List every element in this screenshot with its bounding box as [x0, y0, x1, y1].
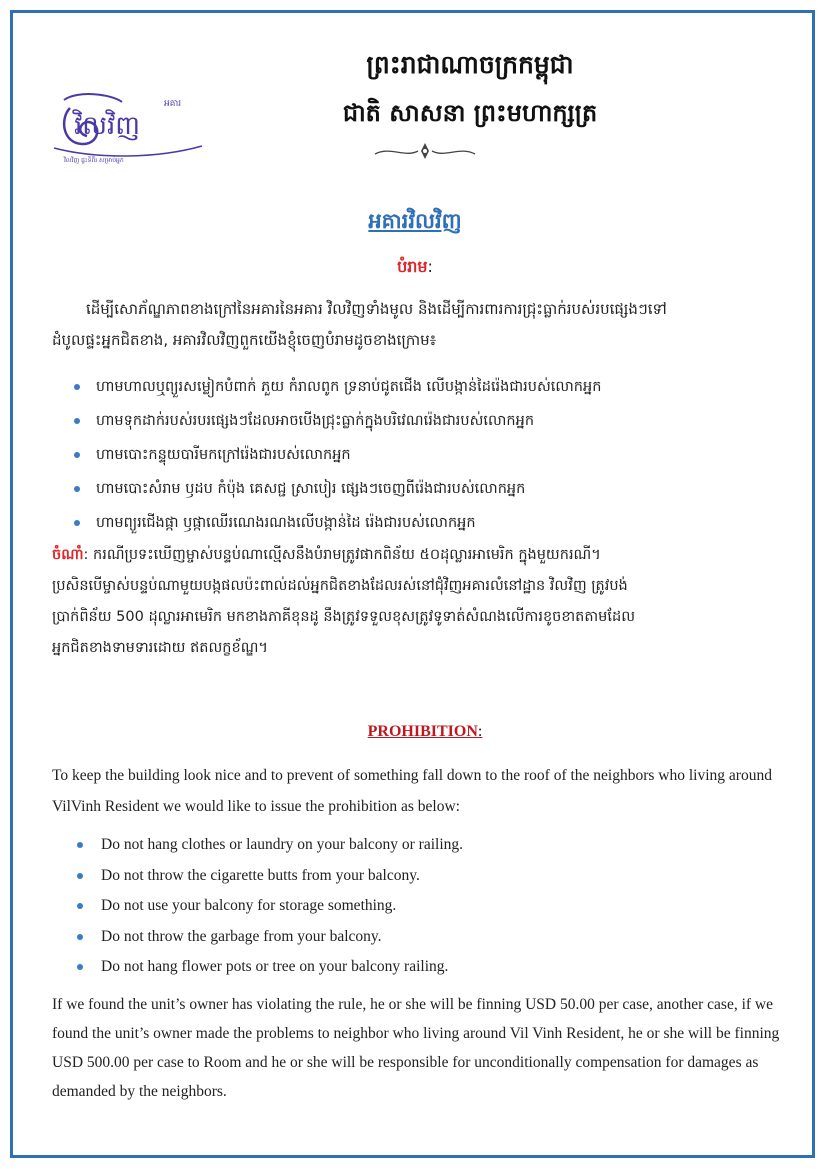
khmer-prohibition-heading	[250, 256, 580, 280]
english-rule-text: Do not hang flower pots or tree on your balcony railing.	[101, 958, 449, 975]
english-rule-text: Do not throw the cigarette butts from your balcony.	[101, 866, 420, 884]
list-item	[52, 922, 792, 953]
bullet-icon	[74, 520, 80, 526]
ornament-divider-icon	[370, 140, 480, 162]
vilvinh-logo	[52, 88, 207, 168]
bullet-icon	[74, 452, 80, 458]
khmer-note-line	[52, 540, 797, 571]
logo-text: វិលវិញ	[74, 111, 141, 141]
list-item	[52, 830, 792, 861]
kingdom-heading: ព្រះរាជាណាចក្រកម្ពុជា	[366, 50, 574, 79]
khmer-rule-text: ហាមបោះសំរាម ឫដប កំប៉ុង គេសជ្ជ ស្រាបៀរ ផ្សេងៗចេញពីរ៉េងជារបស់លោកអ្នក	[96, 481, 526, 497]
khmer-note-paragraph	[52, 540, 797, 664]
english-prohibition-colon: :	[477, 723, 483, 740]
bullet-icon	[74, 384, 80, 390]
khmer-note-line: ប្រសិនបើម្ចាស់បន្ទប់ណាមួយបង្កផលប៉ះពាល់ដល់អ្នកជិតខាងដែលរស់នៅជុំវិញអគារលំនៅដ្ឋាន វិលវិញ ត្រូវបង់	[52, 578, 628, 594]
logo-tagline: វិលវិញ ផ្ទះទីពីរ សម្រាប់អ្នក	[64, 157, 124, 164]
logo-graphic	[52, 88, 207, 168]
english-prohibition-heading	[340, 723, 510, 741]
english-rule-text: Do not hang clothes or laundry on your balcony or railing.	[101, 836, 464, 853]
khmer-rule-text: ហាមព្យួរជើងផ្កា ឫផ្កាឈើរណេងរណងលើបង្កាន់ដៃ រ៉េងជារបស់លោកអ្នក	[96, 515, 476, 531]
khmer-intro-line: ដំបូលផ្ទះអ្នកជិតខាង, អគារវិលវិញពួកយើងខ្ញុំចេញបំរាមដូចខាងក្រោម៖	[52, 331, 437, 349]
english-prohibition-label: PROHIBITION	[367, 723, 478, 740]
khmer-prohibition-label: បំរាម	[397, 257, 428, 276]
khmer-rules-list	[52, 372, 792, 542]
english-intro-paragraph: To keep the building look nice and to prevent of something fall down to the roof of the neighbors who living around VilVinh Resident we would like to issue the prohibition as below:	[52, 767, 772, 815]
khmer-rule-text: ហាមទុកដាក់របស់របរផ្សេងៗដែលអាចបើងជ្រុះធ្លាក់ក្នុងបរិវេណរ៉េងជារបស់លោកអ្នក	[96, 413, 535, 429]
khmer-rule-text: ហាមហាលឬព្យួរសម្លៀកបំពាក់ ភួយ កំរាលពូក ទ្រនាប់ជូតជើង លើបង្កាន់ដៃរ៉េងជារបស់លោកអ្នក	[96, 379, 602, 395]
logo-small-text: អគារ	[164, 99, 182, 109]
motto-heading: ជាតិ សាសនា ព្រះមហាក្សត្រ	[342, 99, 598, 127]
english-rule-text: Do not throw the garbage from your balcony.	[101, 927, 382, 945]
bullet-icon	[74, 486, 80, 492]
list-item	[52, 474, 792, 508]
english-rules-list	[52, 830, 792, 983]
list-item	[52, 406, 792, 440]
khmer-note-label: ចំណាំ	[52, 547, 84, 563]
khmer-rule-text: ហាមបោះកន្ទុយបារីមកក្រៅរ៉េងជារបស់លោកអ្នក	[96, 447, 351, 463]
list-item	[52, 372, 792, 406]
khmer-note-line: ប្រាក់ពិន័យ 500 ដុល្លារអាមេរិក មកខាងភាគីខុនដូ នឹងត្រូវទទួលខុសត្រូវទូទាត់សំណងលើការខូចខាតតាមដែល	[52, 609, 635, 625]
list-item	[52, 440, 792, 474]
list-item	[52, 891, 792, 922]
khmer-note-line: អ្នកជិតខាងទាមទារដោយ ឥតលក្ខខ័ណ្ឌ។	[52, 640, 268, 656]
english-rule-text: Do not use your balcony for storage something.	[101, 897, 397, 914]
khmer-prohibition-colon: :	[427, 257, 433, 276]
bullet-icon	[74, 418, 80, 424]
english-note-paragraph: If we found the unit’s owner has violating the rule, he or she will be finning USD 50.00 per case, another case, if we found the unit’s owner made the problems to neighbor who living around Vil Vinh Resident, he or she will be finning USD 500.00 per case to Room and he or she will be responsible for unconditionally compensation for damages as demanded by the neighbors.	[52, 996, 780, 1100]
list-item	[52, 861, 792, 892]
list-item	[52, 508, 792, 542]
bullet-icon	[77, 842, 83, 848]
khmer-intro-paragraph	[52, 294, 792, 356]
khmer-note-text: : ករណីប្រទះឃើញម្ចាស់បន្ទប់ណាល្មើសនឹងបំរាមត្រូវផាកពិន័យ ៥០ដុល្លារអាមេរិក ក្នុងមួយករណី។	[83, 547, 601, 563]
bullet-icon	[77, 934, 83, 940]
khmer-intro-line: ដើម្បីសោភ័ណ្ឌភាពខាងក្រៅនៃអគារនៃអគារ វិលវិញទាំងមូល និងដើម្បីការពារការជ្រុះធ្លាក់របស់របផ្សេងៗទៅ	[86, 300, 667, 318]
bullet-icon	[77, 873, 83, 879]
bullet-icon	[77, 903, 83, 909]
bullet-icon	[77, 964, 83, 970]
list-item	[52, 952, 792, 983]
building-name-heading: អគារវិលវិញ	[368, 209, 462, 233]
